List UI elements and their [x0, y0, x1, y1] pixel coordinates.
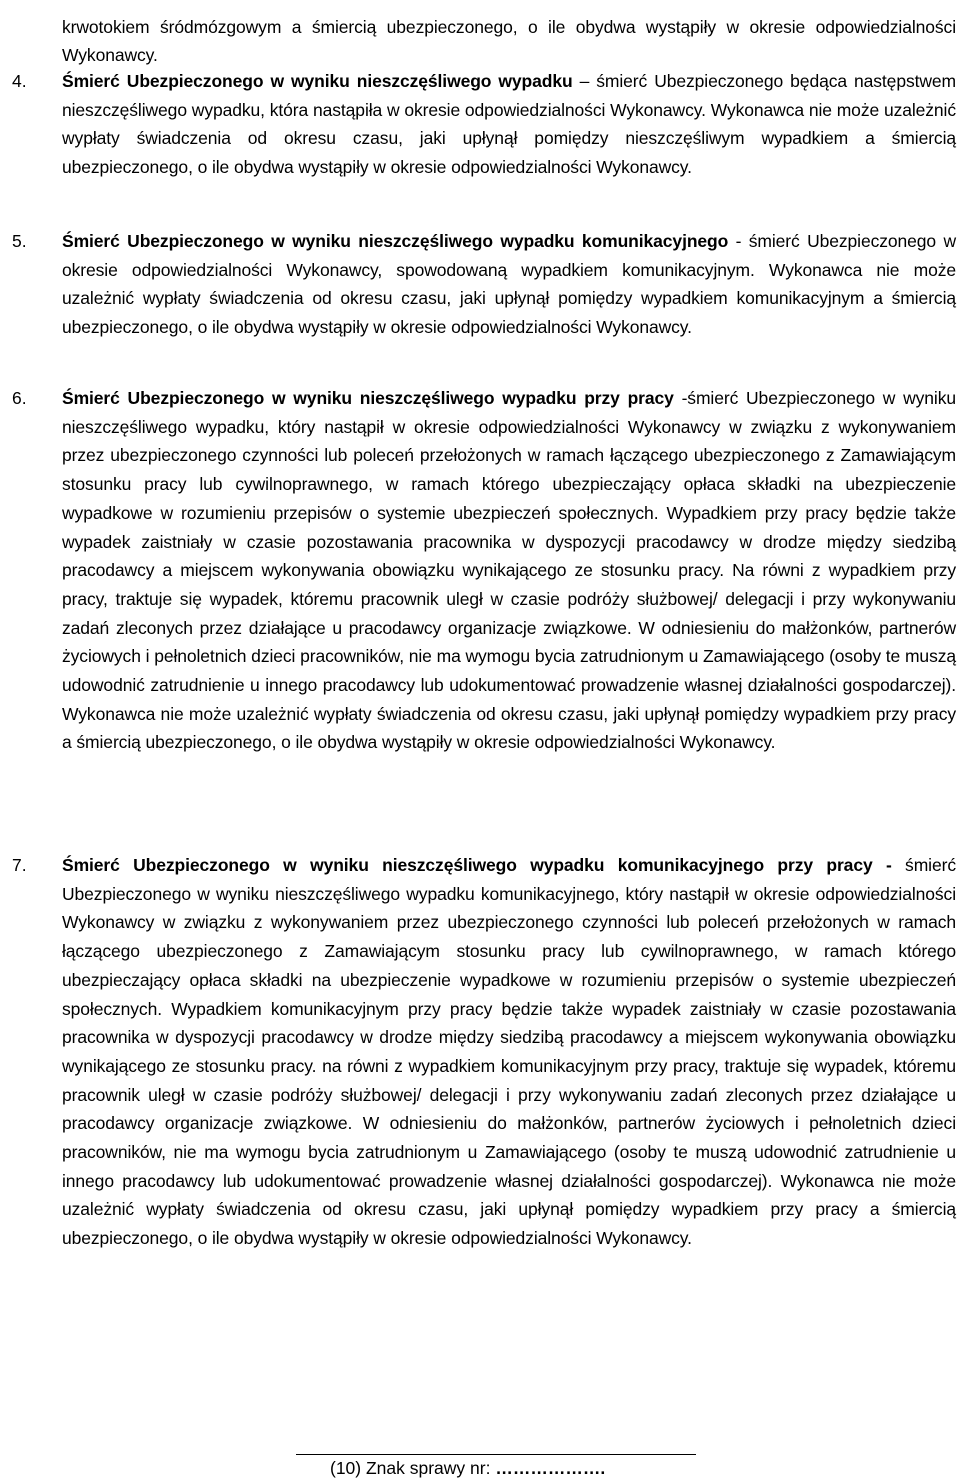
clause-number: 5.: [12, 231, 27, 251]
case-number-label: [330, 1454, 605, 1482]
clause-7: [12, 851, 956, 1253]
intro-paragraph: krwotokiem śródmózgowym a śmiercią ubezpieczonego, o ile obydwa wystąpiły w okresie odpowiedzialności Wykonawcy.: [62, 16, 956, 66]
clause-text: - śmierć Ubezpieczonego w okresie odpowiedzialności Wykonawcy, spowodowaną wypadkiem komunikacyjnym. Wykonawca nie może uzależnić wypłaty świadczenia od okresu czasu, jaki upłynął pomiędzy wypadkiem komunikacyjnym a śmiercią ubezpieczonego, o ile obydwa wystąpiły w okresie odpowiedzialności Wykonawcy.: [62, 231, 956, 338]
clause-body: [62, 384, 956, 757]
clause-5: [12, 227, 956, 342]
clause-title: Śmierć Ubezpieczonego w wyniku nieszczęśliwego wypadku przy pracy: [62, 388, 674, 408]
clause-body: [62, 851, 956, 1253]
case-number-placeholder: ……………….: [495, 1458, 606, 1478]
clause-text: – śmierć Ubezpieczonego będąca następstwem nieszczęśliwego wypadku, która nastąpiła w okresie odpowiedzialności Wykonawcy. Wykonawca nie może uzależnić wypłaty świadczenia od okresu czasu, jaki upłynął pomiędzy nieszczęśliwym wypadkiem a śmiercią ubezpieczonego, o ile obydwa wystąpiły w okresie odpowiedzialności Wykonawcy.: [62, 71, 957, 178]
clause-title: Śmierć Ubezpieczonego w wyniku nieszczęśliwego wypadku komunikacyjnego: [62, 231, 729, 251]
clause-title: Śmierć Ubezpieczonego w wyniku nieszczęśliwego wypadku: [62, 71, 573, 91]
clause-number: 4.: [12, 71, 27, 91]
clause-title: Śmierć Ubezpieczonego w wyniku nieszczęśliwego wypadku komunikacyjnego przy pracy -: [62, 855, 892, 875]
clause-body: [62, 227, 956, 342]
clause-4: [12, 67, 957, 182]
clause-text: śmierć Ubezpieczonego w wyniku nieszczęśliwego wypadku komunikacyjnego, który nastąpił w okresie odpowiedzialności Wykonawcy w związku z wykonywaniem przez ubezpieczonego czynności lub poleceń przełożonych w ramach łączącego ubezpieczonego z Zamawiającym stosunku pracy lub cywilnoprawnego, w ramach którego ubezpieczający opłaca składki na ubezpieczenie wypadkowe w rozumieniu przepisów o systemie ubezpieczeń społecznych. Wypadkiem komunikacyjnym przy pracy będzie także wypadek zaistniały w czasie pozostawania pracownika w dyspozycji pracodawcy w drodze między siedzibą pracodawcy a miejscem wykonywania obowiązku wynikającego ze stosunku pracy. na równi z wypadkiem komunikacyjnym przy pracy, traktuje się wypadek, któremu pracownik uległ w czasie podróży służbowej/ delegacji i przy wykonywaniu zadań zleconych przez działające u pracodawcy organizacje związkowe. W odniesieniu do małżonków, partnerów życiowych i pełnoletnich dzieci pracowników, nie ma wymogu bycia zatrudnionym u Zamawiającego (osoby te muszą udowodnić zatrudnienie u innego pracodawcy lub udokumentować prowadzenie własnej działalności gospodarczej). Wykonawca nie może uzależnić wypłaty świadczenia od okresu czasu, jaki upłynął pomiędzy wypadkiem przy pracy a śmiercią ubezpieczonego, o ile obydwa wystąpiły w okresie odpowiedzialności Wykonawcy.: [62, 855, 956, 1249]
case-number-text: (10) Znak sprawy nr:: [330, 1458, 496, 1478]
clause-number: 6.: [12, 388, 27, 408]
clause-6: [12, 384, 956, 757]
clause-body: [62, 67, 956, 182]
clause-number: 7.: [12, 855, 27, 875]
clause-text: -śmierć Ubezpieczonego w wyniku nieszczęśliwego wypadku, który nastąpił w okresie odpowiedzialności Wykonawcy w związku z wykonywaniem przez ubezpieczonego czynności lub poleceń przełożonych w ramach łączącego ubezpieczonego z Zamawiającym stosunku pracy lub cywilnoprawnego, w ramach którego ubezpieczający opłaca składki na ubezpieczenie wypadkowe w rozumieniu przepisów o systemie ubezpieczeń społecznych. Wypadkiem przy pracy będzie także wypadek zaistniały w czasie pozostawania pracownika w dyspozycji pracodawcy w drodze między siedzibą pracodawcy a miejscem wykonywania obowiązku wynikającego ze stosunku pracy. Na równi z wypadkiem przy pracy, traktuje się wypadek, któremu pracownik uległ w czasie podróży służbowej/ delegacji i przy wykonywaniu zadań zleconych przez działające u pracodawcy organizacje związkowe. W odniesieniu do małżonków, partnerów życiowych i pełnoletnich dzieci pracowników, nie ma wymogu bycia zatrudnionym u Zamawiającego (osoby te muszą udowodnić zatrudnienie u innego pracodawcy lub udokumentować prowadzenie własnej działalności gospodarczej). Wykonawca nie może uzależnić wypłaty świadczenia od okresu czasu, jaki upłynął pomiędzy wypadkiem przy pracy a śmiercią ubezpieczonego, o ile obydwa wystąpiły w okresie odpowiedzialności Wykonawcy.: [62, 388, 956, 753]
